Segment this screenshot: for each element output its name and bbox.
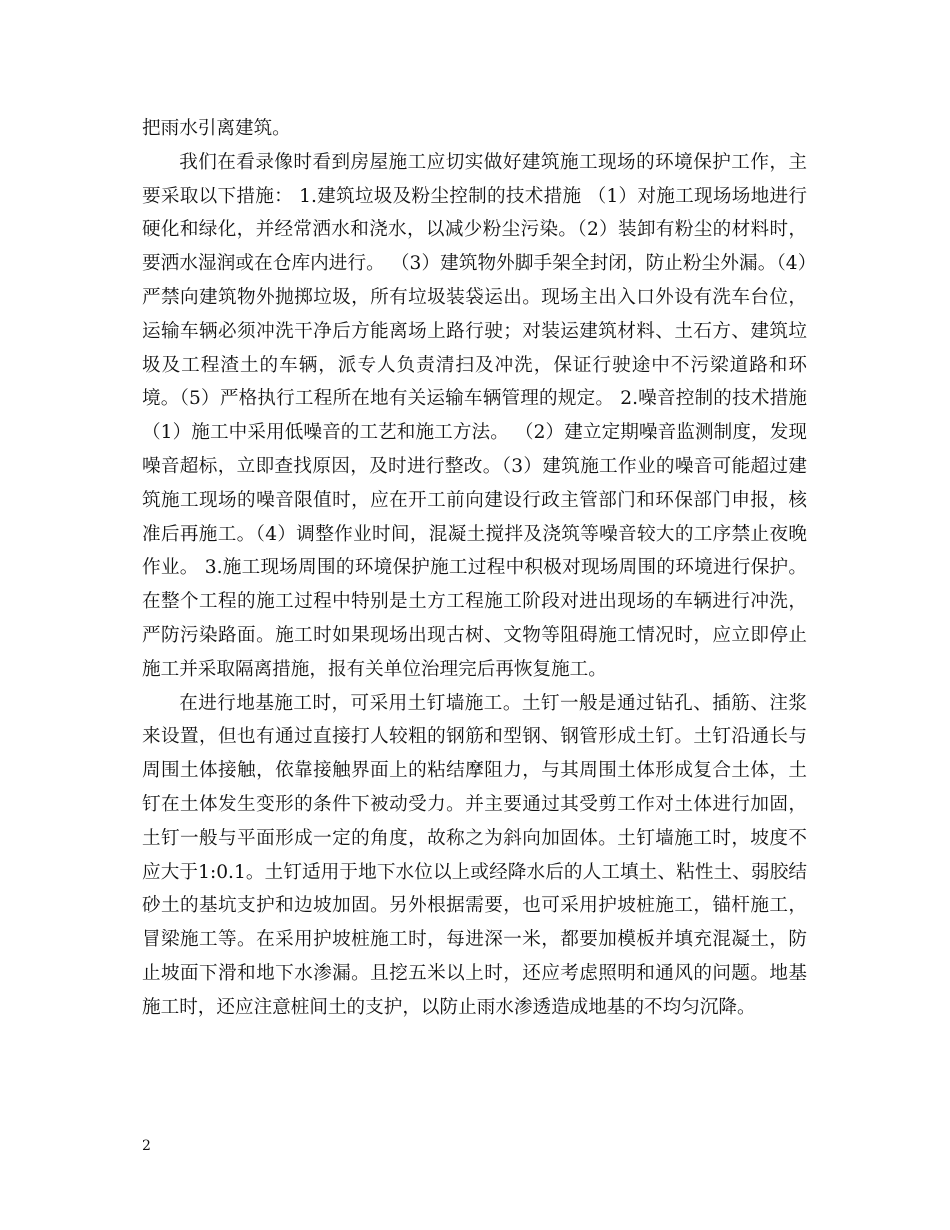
- paragraph-environmental-protection: 我们在看录像时看到房屋施工应切实做好建筑施工现场的环境保护工作，主要采取以下措施： 1.建筑垃圾及粉尘控制的技术措施 （1）对施工现场场地进行硬化和绿化，并经常洒水和浇水，以减少粉尘污染。（2）装卸有粉尘的材料时，要洒水湿润或在仓库内进行。 （3）建筑物外脚手架全封闭，防止粉尘外漏。（4）严禁向建筑物外抛掷垃圾，所有垃圾装袋运出。现场主出入口外设有洗车台位，运输车辆必须冲洗干净后方能离场上路行驶；对装运建筑材料、土石方、建筑垃圾及工程渣土的车辆，派专人负责清扫及冲洗，保证行驶途中不污梁道路和环境。（5）严格执行工程所在地有关运输车辆管理的规定。 2.噪音控制的技术措施（1）施工中采用低噪音的工艺和施工方法。 （2）建立定期噪音监测制度，发现噪音超标，立即查找原因，及时进行整改。（3）建筑施工作业的噪音可能超过建筑施工现场的噪音限值时，应在开工前向建设行政主管部门和环保部门申报，核准后再施工。（4）调整作业时间，混凝土搅拌及浇筑等噪音较大的工序禁止夜晚作业。 3.施工现场周围的环境保护施工过程中积极对现场周围的环境进行保护。在整个工程的施工过程中特别是土方工程施工阶段对进出现场的车辆进行冲洗，严防污染路面。施工时如果现场出现古树、文物等阻碍施工情况时，应立即停止施工并采取隔离措施，报有关单位治理完后再恢复施工。: [142, 151, 807, 680]
- body-text: [142, 112, 807, 1025]
- page-number: 2: [142, 1138, 151, 1154]
- paragraph-continuation: 把雨水引离建筑。: [142, 118, 291, 139]
- paragraph-foundation-construction: 在进行地基施工时，可采用土钉墙施工。土钉一般是通过钻孔、插筋、注浆来设置，但也有通过直接打人较粗的钢筋和型钢、钢管形成土钉。土钉沿通长与周围土体接触，依靠接触界面上的粘结摩阻力，与其周围土体形成复合土体，土钉在土体发生变形的条件下被动受力。并主要通过其受剪工作对土体进行加固，土钉一般与平面形成一定的角度，故称之为斜向加固体。土钉墙施工时，坡度不应大于1:0.1。土钉适用于地下水位以上或经降水后的人工填土、粘性土、弱胶结砂土的基坑支护和边坡加固。另外根据需要，也可采用护坡桩施工，锚杆施工，冒梁施工等。在采用护坡桩施工时，每进深一米，都要加模板并填充混凝土，防止坡面下滑和地下水渗漏。且挖五米以上时，还应考虑照明和通风的问题。地基施工时，还应注意桩间土的支护，以防止雨水渗透造成地基的不均匀沉降。: [142, 692, 807, 1018]
